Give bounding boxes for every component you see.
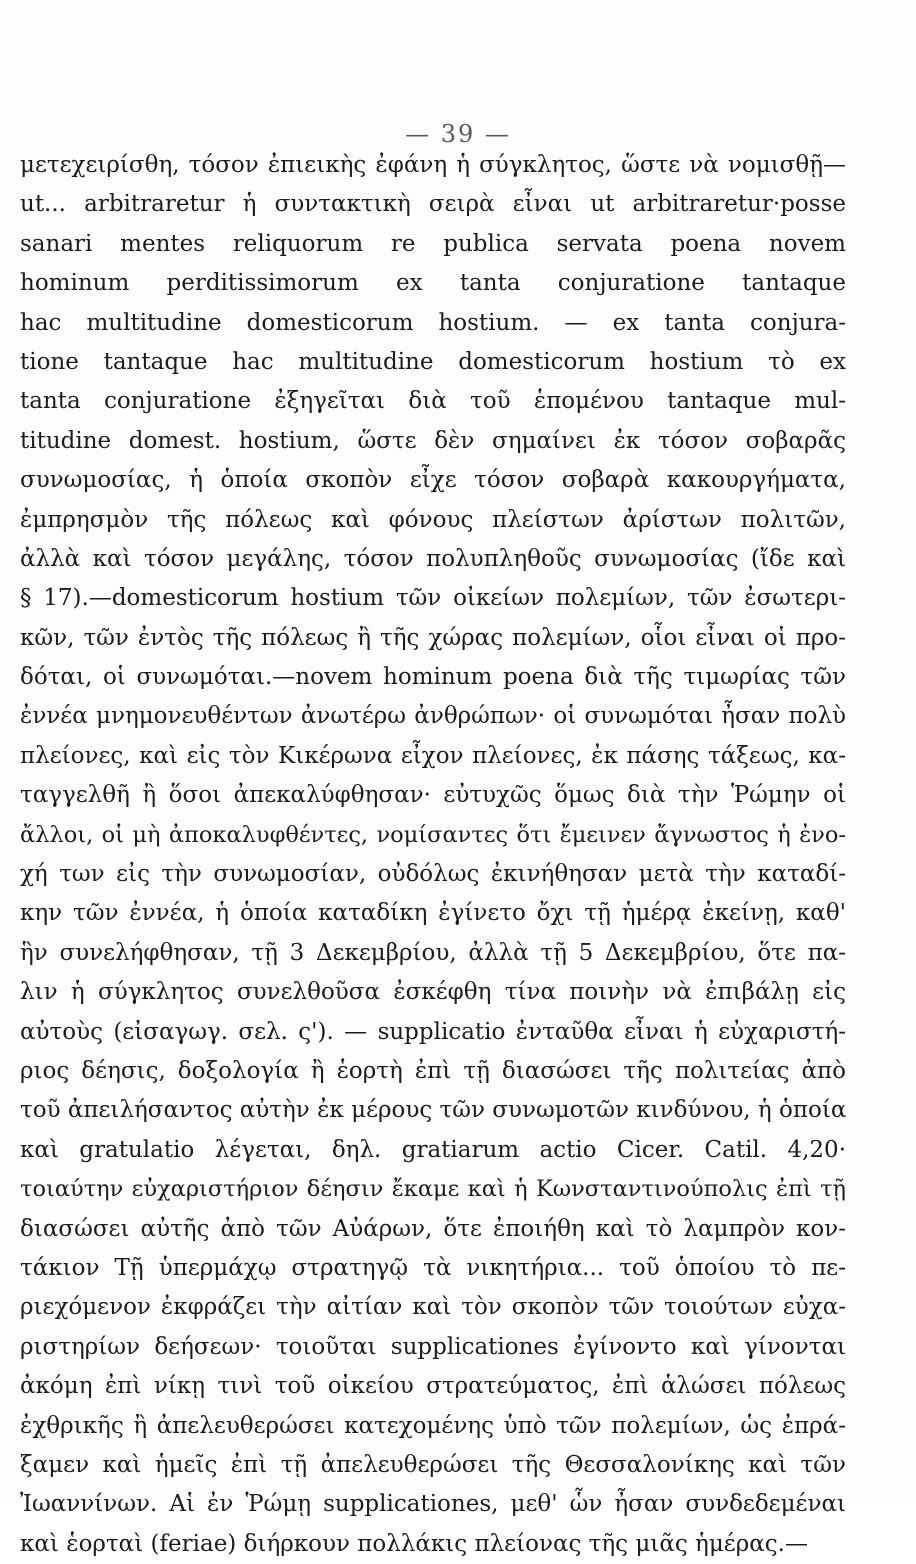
text-line: ταγγελθῆ ἢ ὅσοι ἀπεκαλύφθησαν· εὐτυχῶς ὅμως διὰ τὴν Ῥώμην οἱ: [20, 782, 846, 809]
text-line: ἐμπρησμὸν τῆς πόλεως καὶ φόνους πλείστων ἀρίστων πολιτῶν,: [20, 506, 846, 533]
text-line: tione tantaque hac multitudine domesticorum hostium τὸ ex: [20, 348, 846, 375]
text-line: αὐτοὺς (εἰσαγωγ. σελ. ς'). — supplicatio ἐνταῦθα εἶναι ἡ εὐχαριστή-: [20, 1018, 846, 1045]
text-line: κην τῶν ἐννέα, ἡ ὁποία καταδίκη ἐγίνετο ὄχι τῇ ἡμέρᾳ ἐκείνῃ, καθ': [20, 900, 846, 927]
text-line: τοιαύτην εὐχαριστήριον δέησιν ἔκαμε καὶ ἡ Κωνσταντινούπολις ἐπὶ τῇ: [20, 1176, 846, 1203]
text-line: tanta conjuratione ἐξηγεῖται διὰ τοῦ ἑπομένου tantaque mul-: [20, 388, 846, 415]
text-line: ἀλλὰ καὶ τόσον μεγάλης, τόσον πολυπληθοῦς συνωμοσίας (ἴδε καὶ: [20, 545, 846, 572]
text-line: Ἰωαννίνων. Αἱ ἐν Ῥώμῃ supplicationes, μεθ' ὧν ἦσαν συνδεδεμέναι: [20, 1491, 846, 1518]
text-line: ξαμεν καὶ ἡμεῖς ἐπὶ τῇ ἀπελευθερώσει τῆς Θεσσαλονίκης καὶ τῶν: [20, 1451, 846, 1478]
text-line: τάκιον Τῇ ὑπερμάχῳ στρατηγῷ τὰ νικητήρια... τοῦ ὁποίου τὸ πε-: [20, 1254, 846, 1281]
text-line: συνωμοσίας, ἡ ὁποία σκοπὸν εἶχε τόσον σοβαρὰ κακουργήματα,: [20, 467, 846, 494]
text-line: τοῦ ἀπειλήσαντος αὐτὴν ἐκ μέρους τῶν συνωμοτῶν κινδύνου, ἡ ὁποία: [20, 1097, 846, 1124]
text-line: πλείονες, καὶ εἰς τὸν Κικέρωνα εἶχον πλείονες, ἐκ πάσης τάξεως, κα-: [20, 742, 846, 769]
text-line: hominum perditissimorum ex tanta conjuratione tantaque: [20, 270, 846, 297]
text-line: titudine domest. hostium, ὥστε δὲν σημαίνει ἐκ τόσον σοβαρᾶς: [20, 427, 846, 454]
body-text: [20, 146, 846, 1564]
text-line: hac multitudine domesticorum hostium. — ex tanta conjura-: [20, 309, 846, 336]
text-line: ἐχθρικῆς ἢ ἀπελευθερώσει κατεχομένης ὑπὸ τῶν πολεμίων, ὡς ἐπρά-: [20, 1412, 846, 1439]
text-line: § 17).—domesticorum hostium τῶν οἰκείων πολεμίων, τῶν ἐσωτερι-: [20, 585, 846, 612]
text-line: καὶ gratulatio λέγεται, δηλ. gratiarum actio Cicer. Catil. 4,20·: [20, 1136, 846, 1163]
text-line: διασώσει αὐτῆς ἀπὸ τῶν Αὐάρων, ὅτε ἐποιήθη καὶ τὸ λαμπρὸν κον-: [20, 1215, 846, 1242]
text-line: ριος δέησις, δοξολογία ἢ ἑορτὴ ἐπὶ τῇ διασώσει τῆς πολιτείας ἀπὸ: [20, 1057, 846, 1084]
text-line: ριστηρίων δεήσεων· τοιοῦται supplicationes ἐγίνοντο καὶ γίνονται: [20, 1333, 846, 1360]
text-line: ἐννέα μνημονευθέντων ἀνωτέρω ἀνθρώπων· οἱ συνωμόται ἦσαν πολὺ: [20, 703, 846, 730]
text-line: δόται, οἱ συνωμόται.—novem hominum poena διὰ τῆς τιμωρίας τῶν: [20, 664, 846, 691]
text-line: ἀκόμη ἐπὶ νίκῃ τινὶ τοῦ οἰκείου στρατεύματος, ἐπὶ ἁλώσει πόλεως: [20, 1373, 846, 1400]
text-line: μετεχειρίσθη, τόσον ἐπιεικὴς ἐφάνη ἡ σύγκλητος, ὥστε νὰ νομισθῇ—: [20, 152, 846, 178]
page-number: — 39 —: [405, 120, 511, 148]
text-line: κῶν, τῶν ἐντὸς τῆς πόλεως ἢ τῆς χώρας πολεμίων, οἷοι εἶναι οἱ προ-: [20, 624, 846, 651]
text-line: ἣν συνελήφθησαν, τῇ 3 Δεκεμβρίου, ἀλλὰ τῇ 5 Δεκεμβρίου, ὅτε πα-: [20, 939, 846, 966]
text-line: sanari mentes reliquorum re publica servata poena novem: [20, 230, 846, 257]
text-line: χή των εἰς τὴν συνωμοσίαν, οὐδόλως ἐκινήθησαν μετὰ τὴν καταδί-: [20, 861, 846, 888]
text-line: ut... arbitraretur ἡ συντακτικὴ σειρὰ εἶναι ut arbitraretur·posse: [20, 191, 846, 218]
text-line: καὶ ἑορταὶ (feriae) διήρκουν πολλάκις πλείονας τῆς μιᾶς ἡμέρας.—: [20, 1530, 808, 1557]
text-line: ριεχόμενον ἐκφράζει τὴν αἰτίαν καὶ τὸν σκοπὸν τῶν τοιούτων εὐχα-: [20, 1294, 846, 1321]
text-line: ἄλλοι, οἱ μὴ ἀποκαλυφθέντες, νομίσαντες ὅτι ἔμεινεν ἄγνωστος ἡ ἐνο-: [20, 821, 846, 848]
text-line: λιν ἡ σύγκλητος συνελθοῦσα ἐσκέφθη τίνα ποινὴν νὰ ἐπιβάλῃ εἰς: [20, 979, 846, 1006]
